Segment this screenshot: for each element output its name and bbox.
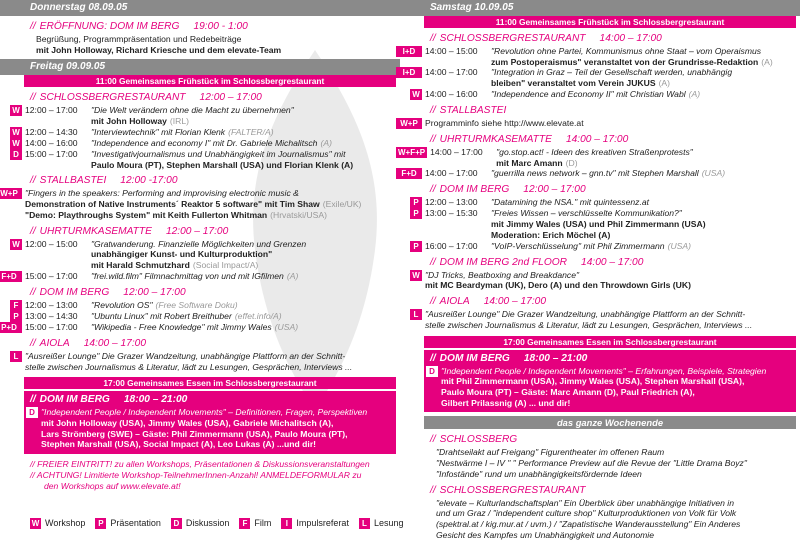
legend-label: Präsentation — [110, 518, 161, 528]
event-people: mit Marc Amann — [496, 157, 563, 168]
legend-label: Workshop — [45, 518, 86, 528]
section-title: AIOLA — [39, 337, 70, 349]
type-badge: D — [26, 407, 38, 418]
event-time: 15:00 – 17:00 — [25, 321, 78, 332]
event-text — [491, 197, 800, 208]
event-line — [91, 138, 394, 149]
event-row — [1, 321, 400, 333]
event-people: mit Harald Schmutzhard — [91, 260, 190, 271]
event-text — [91, 239, 400, 271]
event-tag: (FALTER/A) — [228, 126, 274, 137]
type-badge: W+F+P — [398, 147, 426, 157]
type-badge: I+D — [396, 67, 422, 78]
event-row — [0, 188, 400, 220]
event-line — [91, 271, 394, 282]
event-line: mit John Holloway (USA), Jimmy Wales (USA), Gabriele Michalitsch (A), — [41, 418, 334, 429]
section-title: SCHLOSSBERGRESTAURANT — [439, 484, 586, 496]
event-time: 15:00 – 17:00 — [25, 148, 78, 159]
event-row — [13, 350, 400, 372]
event-time: 14:00 – 17:00 — [425, 168, 478, 179]
saturday-schlossberg: // SCHLOSSBERGRESTAURANT 14:00 – 17:00 I+D 14:00 – 15:00 "Revolution ohne Partei, Kommunismus ohne Staat – vom Operaismus zum Postoperaismus" veranstaltet von der Grundrisse-Redaktion (A) I+D 14:00 – 17:00 "Integration in Graz – Teil der Gesellschaft werden, unabhängig bleiben" veranstaltet vom Verein JUKUS (A) W 14:00 – 16:00 "Independence and Economy II" mit Christian Wabl (A) — [400, 32, 800, 100]
note-text: den Workshops auf www.elevate.at! — [44, 480, 181, 491]
event-row — [12, 126, 400, 138]
friday-breakfast-bar: 11:00 Gemeinsames Frühstück im Schlossbergrestaurant — [24, 75, 396, 87]
legend-badge: L — [359, 518, 370, 529]
type-badge: P — [410, 241, 422, 252]
event-line — [496, 147, 794, 158]
section-title: DOM IM BERG — [439, 352, 510, 364]
event-line — [91, 149, 394, 160]
type-badge: W — [10, 138, 22, 149]
section-time: 14:00 – 17:00 — [483, 296, 547, 308]
left-column — [0, 0, 400, 491]
event-row — [402, 46, 800, 67]
event-line: "Ausreißer Lounge" Die Grazer Wandzeitung, unabhängige Plattform an der Schnitt- — [425, 309, 746, 320]
event-row — [413, 240, 800, 252]
event-tag: (Exile/UK) — [322, 199, 362, 210]
legend-label: Impulsreferat — [296, 518, 349, 528]
event-title: "Ubuntu Linux" mit Robert Breithuber — [91, 310, 232, 321]
event-people: bleiben" veranstaltet vom Verein JUKUS — [491, 78, 656, 89]
event-line — [491, 57, 794, 68]
type-badge: P+D — [0, 322, 22, 333]
event-text — [91, 271, 400, 282]
event-tag: (D) — [565, 157, 578, 168]
event-line — [25, 188, 394, 199]
section-time: 12:00 – 17:00 — [123, 286, 186, 298]
info-note — [30, 459, 400, 470]
event-title: "go.stop.act! - Ideen des kreativen Straßenprotests" — [496, 146, 693, 157]
event-tag: (A) — [761, 56, 773, 67]
type-badge: P — [410, 197, 422, 208]
info-note — [30, 470, 400, 481]
event-text — [491, 208, 800, 240]
type-badge: P — [10, 311, 22, 322]
event-list — [0, 188, 400, 220]
event-row — [402, 67, 800, 89]
section-time: 12:00 – 17:00 — [165, 225, 229, 237]
event-people: zum Postoperaismus" veranstaltet von der Grundrisse-Redaktion — [491, 56, 759, 67]
legend-badge: F — [239, 518, 250, 529]
event-title: "Fingers in the speakers: Performing and improvising electronic music & — [25, 188, 299, 199]
event-line — [491, 241, 794, 252]
event-title: "guerrilla news network – gnn.tv" mit Stephen Marshall — [491, 168, 699, 179]
event-line — [491, 168, 794, 179]
event-line — [491, 197, 794, 208]
saturday-stallbastei: // STALLBASTEI W+P Programminfo siehe http://www.elevate.at — [400, 104, 800, 129]
event-list — [12, 105, 400, 170]
event-line: "Drahtseilakt auf Freigang" Figurentheater im offenen Raum — [436, 447, 665, 458]
event-line — [91, 260, 394, 271]
event-time: 12:00 – 17:00 — [25, 105, 78, 116]
event-line: "Ausreißer Lounge" Die Grazer Wandzeitung, unabhängige Plattform an der Schnitt- — [25, 350, 346, 361]
legend-badge: P — [95, 518, 106, 529]
event-line: "Nestwärme I – IV " " Performance Preview auf die Revue der "Little Drama Boyz" — [436, 458, 747, 469]
event-line: "Infostände" rund um unabhängigkeitsfördernde Ideen — [436, 468, 642, 479]
event-time: 12:00 – 14:30 — [25, 126, 78, 137]
event-text — [491, 241, 800, 252]
event-row — [413, 208, 800, 240]
event-line: stelle zwischen Journalismus & Literatur, lädt zu Lesungen, Gesprächen, Interviews ... — [425, 319, 753, 330]
type-badge: P — [410, 208, 422, 219]
event-title: "Interviewtechnik" mit Florian Klenk — [91, 126, 226, 137]
friday-notes — [0, 459, 400, 491]
type-badge: L — [410, 309, 422, 320]
section-time: 18:00 – 21:00 — [523, 352, 588, 364]
type-badge: D — [10, 149, 22, 160]
section-title: UHRTURMKASEMATTE — [39, 225, 152, 237]
event-tag: (USA) — [701, 168, 726, 179]
saturday-evening-block: // DOM IM BERG 18:00 – 21:00 D "Independent People / Independent Movements" – Erfahrungen, Beispiele, Strategien mit Phil Zimmermann (USA), Jimmy Wales (USA), Stephen Marshall (USA), Paulo Moura (PT) – Gäste: Marc Amann (D), Paul Friedrich (A), Gilbert Prilassnig (A) ... und dir! — [424, 350, 796, 413]
event-tag: (IRL) — [169, 116, 190, 127]
day-header-thursday: Donnerstag 08.09.05 — [0, 0, 400, 16]
type-badge: W — [10, 239, 22, 250]
legend-badge: W — [31, 519, 40, 529]
event-tag: (Social Impact/A) — [192, 260, 259, 271]
event-tag: (A) — [688, 88, 701, 99]
event-title: "Revolution OS" — [91, 299, 153, 310]
event-title: "Die Welt verändern ohne die Macht zu übernehmen" — [91, 105, 294, 116]
friday-schlossberg: // SCHLOSSBERGRESTAURANT 12:00 – 17:00 W 12:00 – 17:00 "Die Welt verändern ohne die Macht zu übernehmen" mit John Holloway (IRL) W 12:00 – 14:30 "Interviewtechnik" mit Florian Klenk (FALTER/A) W 14:00 – 16:00 "Independence and economy I" mit Dr. Gabriele Michalitsch (A) D 15:00 – 17:00 "Investigativjournalismus und Unabhängigkeit im Journalismus" mit Paulo Moura (PT), Stephen Marshall (USA) und Florian Klenk (A) — [0, 91, 400, 170]
event-line — [491, 230, 794, 241]
event-title: "Wikipedia - Free Knowledge" mit Jimmy Wales — [91, 321, 272, 332]
section-time: 12:00 – 17:00 — [199, 92, 262, 104]
event-row — [13, 299, 400, 311]
section-title: AIOLA — [439, 296, 470, 308]
event-line — [491, 67, 794, 78]
event-line: "DJ Tricks, Beatboxing and Breakdance" — [425, 269, 580, 280]
event-title: "Independence and economy I" mit Dr. Gabriele Michalitsch — [91, 137, 318, 148]
section-time: 12:00 -17:00 — [120, 175, 178, 187]
event-line — [91, 322, 394, 333]
event-line: stelle zwischen Journalismus & Literatur, lädt zu Lesungen, Gesprächen, Interviews ... — [25, 361, 353, 372]
event-row — [12, 137, 400, 149]
event-row — [398, 146, 800, 168]
event-time: 16:00 – 17:00 — [425, 240, 478, 251]
event-list — [413, 197, 800, 251]
section-title: DOM IM BERG — [39, 286, 110, 298]
event-list — [1, 238, 400, 282]
event-row — [12, 105, 400, 127]
section-time: 14:00 – 17:00 — [581, 256, 644, 268]
event-people: "Demo: Playthroughs System" mit Keith Fullerton Whitman — [25, 209, 268, 220]
section-time: 18:00 – 21:00 — [123, 394, 188, 406]
event-tag: (Hrvatski/USA) — [270, 209, 327, 220]
event-tag: (USA) — [667, 240, 691, 251]
event-title: "Investigativjournalismus und Unabhängigkeit im Journalismus" mit — [91, 148, 346, 159]
event-people: unabhängiger Kunst- und Kulturproduktion" — [91, 249, 273, 260]
section-title: STALLBASTEI — [439, 104, 507, 116]
event-line — [25, 210, 394, 221]
event-line: mit MC Beardyman (UK), Dero (A) und den Throwdown Girls (UK) — [425, 280, 691, 291]
event-line — [25, 199, 394, 210]
note-heading: FREIER EINTRITT! — [37, 459, 113, 470]
event-line — [496, 158, 794, 169]
event-line — [91, 127, 394, 138]
type-badge: W — [10, 127, 22, 138]
event-line — [491, 219, 794, 230]
event-time: 12:00 – 13:00 — [425, 197, 478, 208]
event-people: Demonstration of Native Instruments´ Reaktor 5 software" mit Tim Shaw — [25, 199, 320, 210]
event-row — [413, 197, 800, 208]
event-people: Paulo Moura (PT), Stephen Marshall (USA) und Florian Klenk (A) — [91, 159, 354, 170]
type-badge: W — [410, 270, 422, 281]
event-list — [402, 46, 800, 100]
weekend-header: das ganze Wochenende — [424, 416, 796, 429]
event-line — [91, 239, 394, 250]
event-line: "Independent People / Independent Movements" – Definitionen, Fragen, Perspektiven — [41, 407, 368, 418]
section-time: 14:00 – 17:00 — [565, 133, 629, 145]
event-title: "Gratwanderung. Finanzielle Möglichkeiten und Grenzen — [91, 238, 307, 249]
note-heading: ACHTUNG! — [36, 469, 82, 480]
type-badge: I+D — [396, 46, 422, 57]
event-row — [412, 88, 800, 100]
section-title: UHRTURMKASEMATTE — [439, 133, 552, 145]
section-title: SCHLOSSBERG — [439, 434, 518, 446]
type-badge: W+P — [0, 188, 22, 199]
type-badge: W+P — [396, 118, 422, 129]
type-badge: D — [426, 366, 438, 377]
type-badge: W — [410, 89, 422, 100]
saturday-dom-2nd-floor: // DOM IM BERG 2nd FLOOR 14:00 – 17:00 W "DJ Tricks, Beatboxing and Breakdance" mit MC Beardyman (UK), Dero (A) und den Throwdown Girls (UK) — [400, 256, 800, 291]
event-time: 13:00 – 14:30 — [25, 310, 78, 321]
event-people: mit John Holloway — [91, 116, 167, 127]
opening-time: 19:00 - 1:00 — [193, 21, 248, 32]
event-text — [496, 147, 800, 168]
event-row — [12, 238, 400, 271]
section-title: DOM IM BERG — [439, 184, 510, 196]
event-text — [25, 188, 400, 220]
note-prefix: // — [30, 459, 38, 470]
event-tag: (A) — [320, 137, 332, 148]
event-line: Gesicht des Kampfes um Unabhängigkeit und Autonomie — [436, 529, 654, 540]
event-line: Lars Strömberg (SWE) – Gäste: Phil Zimmermann (USA), Paulo Moura (PT), — [41, 428, 348, 439]
event-text — [491, 67, 800, 88]
event-text — [91, 322, 400, 333]
event-line — [91, 116, 394, 127]
friday-evening-block: // DOM IM BERG 18:00 – 21:00 D "Independent People / Independent Movements" – Definitionen, Fragen, Perspektiven mit John Holloway (USA), Jimmy Wales (USA), Gabriele Michalitsch (A), Lars Strömberg (SWE) – Gäste: Phil Zimmermann (USA), Paulo Moura (PT), Stephen Marshall (USA), Social Impact (A), Leo Lukas (A) ...und dir! — [24, 391, 396, 454]
event-text — [491, 89, 800, 100]
event-tag: (A) — [286, 270, 299, 281]
event-title: "Datamining the NSA." mit quintessenz.at — [491, 197, 649, 208]
info-note — [30, 481, 400, 492]
event-text — [91, 138, 400, 149]
note-prefix: // — [30, 469, 37, 480]
legend-label: Diskussion — [185, 518, 230, 528]
note-text: zu allen Workshops, Präsentationen & Diskussionsveranstaltungen — [112, 459, 370, 470]
event-row — [13, 310, 400, 322]
section-title: STALLBASTEI — [39, 175, 107, 187]
event-people: Moderation: Erich Möchel (A) — [491, 229, 611, 240]
event-text — [491, 168, 800, 179]
event-line: und um Graz / "independent culture shop" Kulturproduktionen von Volk für Volk — [436, 508, 737, 519]
event-line — [491, 46, 794, 57]
event-line: (spektral.at / kig.mur.at / uvm.) / "Zapatistische Wanderausstellung" Ein Anderes — [436, 519, 741, 530]
event-line — [91, 249, 394, 260]
event-title: "Freies Wissen – verschlüsselte Kommunikation?" — [491, 208, 682, 219]
weekend-restaurant: // SCHLOSSBERGRESTAURANT "elevate – Kulturlandschaftsplan" Ein Überblick über unabhängige Initiativen in und um Graz / "independent culture shop" Kulturproduktionen von Volk für Volk (spektral.at / kig.mur.at / uvm.) / "Zapatistische Wanderausstellung" Ein Anderes Gesicht des Kampfes um Unabhängigkeit und Autonomie — [400, 484, 800, 541]
saturday-aiola: // AIOLA 14:00 – 17:00 L "Ausreißer Lounge" Die Grazer Wandzeitung, unabhängige Plattform an der Schnitt- stelle zwischen Journalismus & Literatur, lädt zu Lesungen, Gesprächen, Interviews ... — [400, 295, 800, 330]
event-line — [491, 208, 794, 219]
event-title: "VoIP-Verschlüsselung" mit Phil Zimmermann — [491, 240, 665, 251]
event-row — [13, 148, 400, 170]
event-text — [491, 46, 800, 67]
legend-label: Lesung — [373, 518, 404, 528]
saturday-dom: // DOM IM BERG 12:00 – 17:00 P 12:00 – 13:00 "Datamining the NSA." mit quintessenz.at P 13:00 – 15:30 "Freies Wissen – verschlüsselte Kommunikation?" mit Jimmy Wales (USA) und Phil Zimmermann (USA) Moderation: Erich Möchel (A) P 16:00 – 17:00 "VoIP-Verschlüsselung" mit Phil Zimmermann (USA) — [400, 183, 800, 251]
event-time: 12:00 – 15:00 — [25, 238, 78, 249]
event-row — [401, 168, 800, 179]
type-badge: W — [10, 105, 22, 116]
event-line: mit Phil Zimmermann (USA), Jimmy Wales (USA), Stephen Marshall (USA), — [441, 376, 745, 387]
event-line — [91, 105, 394, 116]
friday-uhrturm: // UHRTURMKASEMATTE 12:00 – 17:00 W 12:00 – 15:00 "Gratwanderung. Finanzielle Möglichkeiten und Grenzen unabhängiger Kunst- und Kulturproduktion" mit Harald Schmutzhard (Social Impact/A) F+D 15:00 – 17:00 "frei.wild.film" Filmnachmittag von und mit IGfilmen (A) — [0, 225, 400, 282]
event-time: 14:00 – 15:00 — [425, 46, 478, 56]
event-line: Programminfo siehe http://www.elevate.at — [425, 117, 584, 128]
event-text — [91, 311, 400, 322]
event-line: Stephen Marshall (USA), Social Impact (A), Leo Lukas (A) ...und dir! — [41, 439, 317, 450]
event-line — [91, 160, 394, 171]
event-time: 14:00 – 16:00 — [425, 88, 478, 99]
opening-line2: mit John Holloway, Richard Kriesche und dem elevate-Team — [36, 44, 282, 55]
weekend-schlossberg: // SCHLOSSBERG "Drahtseilakt auf Freigang" Figurentheater im offenen Raum "Nestwärme I – IV " " Performance Preview auf die Revue der "Little Drama Boyz" "Infostände" rund um unabhängigkeitsfördernde Ideen — [400, 433, 800, 479]
event-title: "Independence and Economy II" mit Christian Wabl — [491, 88, 686, 99]
friday-dom: // DOM IM BERG 12:00 – 17:00 F 12:00 – 13:00 "Revolution OS" (Free Software Doku) P 13:00 – 14:30 "Ubuntu Linux" mit Robert Breithuber (effet.info/A) P+D 15:00 – 17:00 "Wikipedia - Free Knowledge" mit Jimmy Wales (USA) — [0, 286, 400, 333]
legend-badge: D — [171, 518, 182, 529]
event-time: 12:00 – 13:00 — [25, 299, 78, 310]
event-line — [91, 311, 394, 322]
section-time: 14:00 – 17:00 — [83, 337, 147, 349]
saturday-breakfast-bar: 11:00 Gemeinsames Frühstück im Schlossbergrestaurant — [424, 16, 796, 28]
saturday-uhrturm: // UHRTURMKASEMATTE 14:00 – 17:00 W+F+P 14:00 – 17:00 "go.stop.act! - Ideen des kreativen Straßenprotests" mit Marc Amann (D) F+D 14:00 – 17:00 "guerrilla news network – gnn.tv" mit Stephen Marshall (USA) — [400, 133, 800, 179]
event-time: 14:00 – 16:00 — [25, 137, 78, 148]
thursday-opening: // ERÖFFNUNG: DOM IM BERG 19:00 - 1:00 Begrüßung, Programmpräsentation und Redebeiträge mit John Holloway, Richard Kriesche und dem elevate-Team — [0, 20, 400, 55]
section-time: 14:00 – 17:00 — [599, 33, 662, 44]
event-title: "frei.wild.film" Filmnachmittag von und mit IGfilmen — [91, 270, 284, 281]
event-text — [91, 149, 400, 170]
event-text — [91, 300, 400, 311]
event-tag: (effet.info/A) — [234, 310, 282, 321]
note-text: Limitierte Workshop-TeilnehmerInnen-Anzahl! ANMELDEFORMULAR zu — [81, 469, 362, 480]
event-line — [491, 89, 794, 100]
event-time: 15:00 – 17:00 — [25, 270, 78, 281]
type-badge: L — [10, 351, 22, 362]
event-line — [491, 78, 794, 89]
legend — [30, 518, 409, 529]
event-title: "Revolution ohne Partei, Kommunismus ohne Staat – vom Operaismus — [491, 46, 762, 56]
event-list — [1, 299, 400, 333]
event-time: 14:00 – 17:00 — [425, 67, 478, 78]
event-title: "Integration in Graz – Teil der Gesellschaft werden, unabhängig — [491, 67, 733, 78]
section-time: 12:00 – 17:00 — [523, 184, 586, 196]
type-badge: F — [10, 300, 22, 311]
legend-label: Film — [254, 518, 272, 528]
opening-title: ERÖFFNUNG: DOM IM BERG — [39, 21, 180, 32]
day-header-friday: Freitag 09.09.05 — [0, 59, 400, 75]
event-line: "Independent People / Independent Movements" – Erfahrungen, Beispiele, Strategien — [441, 365, 767, 376]
event-time: 14:00 – 17:00 — [430, 146, 483, 157]
type-badge: F+D — [396, 168, 422, 179]
event-tag: (USA) — [274, 321, 299, 332]
event-text — [91, 105, 400, 126]
section-title: DOM IM BERG 2nd FLOOR — [439, 256, 568, 268]
day-header-saturday: Samstag 10.09.05 — [400, 0, 800, 16]
section-title: DOM IM BERG — [39, 394, 110, 406]
friday-dinner-bar: 17:00 Gemeinsames Essen im Schlossbergrestaurant — [24, 377, 396, 389]
event-row — [1, 270, 400, 282]
right-column — [400, 0, 800, 541]
event-line: "elevate – Kulturlandschaftsplan" Ein Überblick über unabhängige Initiativen in — [436, 497, 734, 508]
opening-line1: Begrüßung, Programmpräsentation und Redebeiträge — [36, 34, 242, 44]
event-people: mit Jimmy Wales (USA) und Phil Zimmermann (USA) — [491, 219, 706, 230]
event-tag: (Free Software Doku) — [155, 299, 238, 310]
saturday-dinner-bar: 17:00 Gemeinsames Essen im Schlossbergrestaurant — [424, 336, 796, 348]
friday-stallbastei: // STALLBASTEI 12:00 -17:00 W+P "Fingers in the speakers: Performing and improvising electronic music & Demonstration of Native Instruments´ Reaktor 5 software" mit Tim Shaw (Exile/UK) "Demo: Playthroughs System" mit Keith Fullerton Whitman (Hrvatski/USA) — [0, 174, 400, 220]
event-time: 13:00 – 15:30 — [425, 208, 478, 219]
section-title: SCHLOSSBERGRESTAURANT — [439, 33, 586, 44]
event-line: Gilbert Prilassnig (A) ... und dir! — [441, 397, 571, 408]
event-list — [398, 146, 800, 179]
event-line — [91, 300, 394, 311]
event-line: Paulo Moura (PT) – Gäste: Marc Amann (D), Paul Friedrich (A), — [441, 387, 695, 398]
section-title: SCHLOSSBERGRESTAURANT — [39, 92, 186, 104]
friday-aiola: // AIOLA 14:00 – 17:00 L "Ausreißer Lounge" Die Grazer Wandzeitung, unabhängige Plattform an der Schnitt- stelle zwischen Journalismus & Literatur, lädt zu Lesungen, Gesprächen, Interviews ... — [0, 337, 400, 372]
event-text — [91, 127, 400, 138]
legend-badge: I — [281, 518, 292, 529]
type-badge: F+D — [0, 271, 22, 282]
event-tag: (A) — [658, 78, 671, 89]
